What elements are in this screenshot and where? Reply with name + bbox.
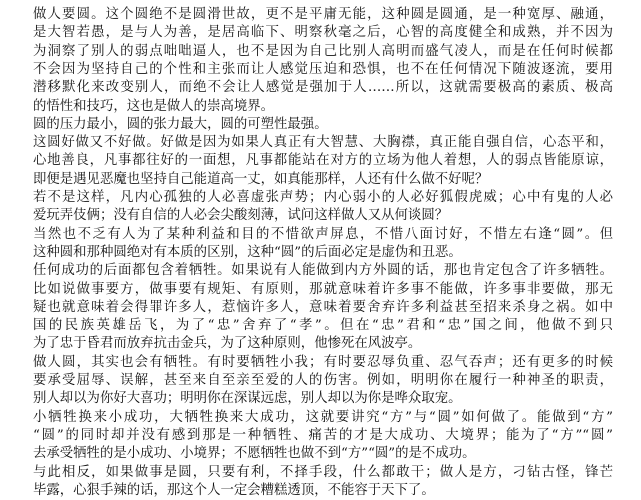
text-line: 要承受屈辱、误解，甚至来自至亲至爱的人的伤害。例如，明明你在履行一种神圣的职责， [33, 373, 613, 388]
text-line: 不会因为坚持自己的个性和主张而让人感觉压迫和恐惧，也不在任何情况下随波逐流，要用 [33, 61, 613, 77]
text-line: 疑也就意味着会得罪许多人，惹恼许多人，意味着要舍弃许多利益甚至招来杀身之祸。如中 [33, 299, 613, 315]
text-line: 心地善良，凡事都往好的一面想，凡事都能站在对方的立场为他人着想，人的弱点皆能原谅， [33, 153, 613, 169]
text-line: 别人却以为你好大喜功；明明你在深谋远虑，别人却以为你是哗众取宠。 [33, 391, 462, 407]
text-line: 小牺牲换来小成功，大牺牲换来大成功，这就要讲究“方”与“圆”如何做了。能做到“方” [33, 409, 613, 425]
text-line: 为了忠于昏君而放弃抗击金兵，为了这种原则，他惨死在风波亭。 [33, 336, 422, 352]
text-line: 若不是这样，凡内心孤独的人必喜虚张声势；内心弱小的人必好狐假虎威；心中有鬼的人必 [33, 190, 613, 205]
text-line: 即便是遇见恶魔也坚持自己能道高一丈，如真能那样，人还有什么做不好呢？ [33, 171, 489, 187]
text-line: 是大智若愚，是与人为善，是居高临下、明察秋毫之后，心智的高度健全和成熟，并不因为 [33, 25, 613, 41]
text-line: 去承受牺牲的是小成功、小境界；不愿牺牲也做不到“方”“圆”的是不成功。 [33, 446, 476, 462]
text-line: 的悟性和技巧，这也是做人的崇高境界。 [33, 98, 275, 114]
text-line: 做人圆，其实也会有牺牲。有时要牺牲小我；有时要忍辱负重、忍气吞声；还有更多的时候 [33, 354, 613, 370]
text-line: 与此相反，如果做事是圆，只要有利，不择手段，什么都敢干；做人是方，刁钻古怪，锋芒 [33, 464, 613, 480]
text-line: 任何成功的后面都包含着牺牲。如果说有人能做到内方外圆的话，那也肯定包含了许多牺牲。 [33, 263, 613, 279]
text-line: 潜移默化来改变别人，而绝不会让人感觉是强加于人……所以，这就需要极高的素质、极高 [33, 80, 613, 96]
text-line: 当然也不乏有人为了某种利益和目的不惜欲声屏息，不惜八面讨好，不惜左右逢“圆”。但 [33, 226, 613, 242]
text-line: 爱玩弄伎俩；没有自信的人必会尖酸刻薄，试问这样做人又从何谈圆？ [33, 208, 449, 224]
text-line: 做人要圆。这个圆绝不是圆滑世故，更不是平庸无能，这种圆是圆通，是一种宽厚、融通， [33, 7, 613, 22]
text-line: 毕露，心狠手辣的话，那这个人一定会糟糕透顶，不能容于天下了。 [33, 482, 435, 498]
text-line: “圆”的同时却并没有感到那是一种牺牲、痛苦的才是大成功、大境界；能为了“方”“圆” [33, 427, 613, 443]
text-line: 为洞察了别人的弱点咄咄逼人，也不是因为自己比别人高明而盛气凌人，而是在任何时候都 [33, 43, 613, 59]
text-line: 圆的压力最小，圆的张力最大，圆的可塑性最强。 [33, 116, 328, 132]
text-line: 这圆好做又不好做。好做是因为如果人真正有大智慧、大胸襟，真正能自强自信，心态平和， [33, 135, 613, 151]
text-line: 这种圆和那种圆绝对有本质的区别，这种“圆”的后面必定是虚伪和丑恶。 [33, 244, 462, 260]
text-line: 比如说做事要方，做事要有规矩、有原则，那就意味着许多事不能做，许多事非要做，那无 [33, 281, 613, 297]
text-line: 国的民族英雄岳飞，为了“忠”舍弃了“孝”。但在“忠”君和“忠”国之间，他做不到只 [33, 318, 613, 334]
